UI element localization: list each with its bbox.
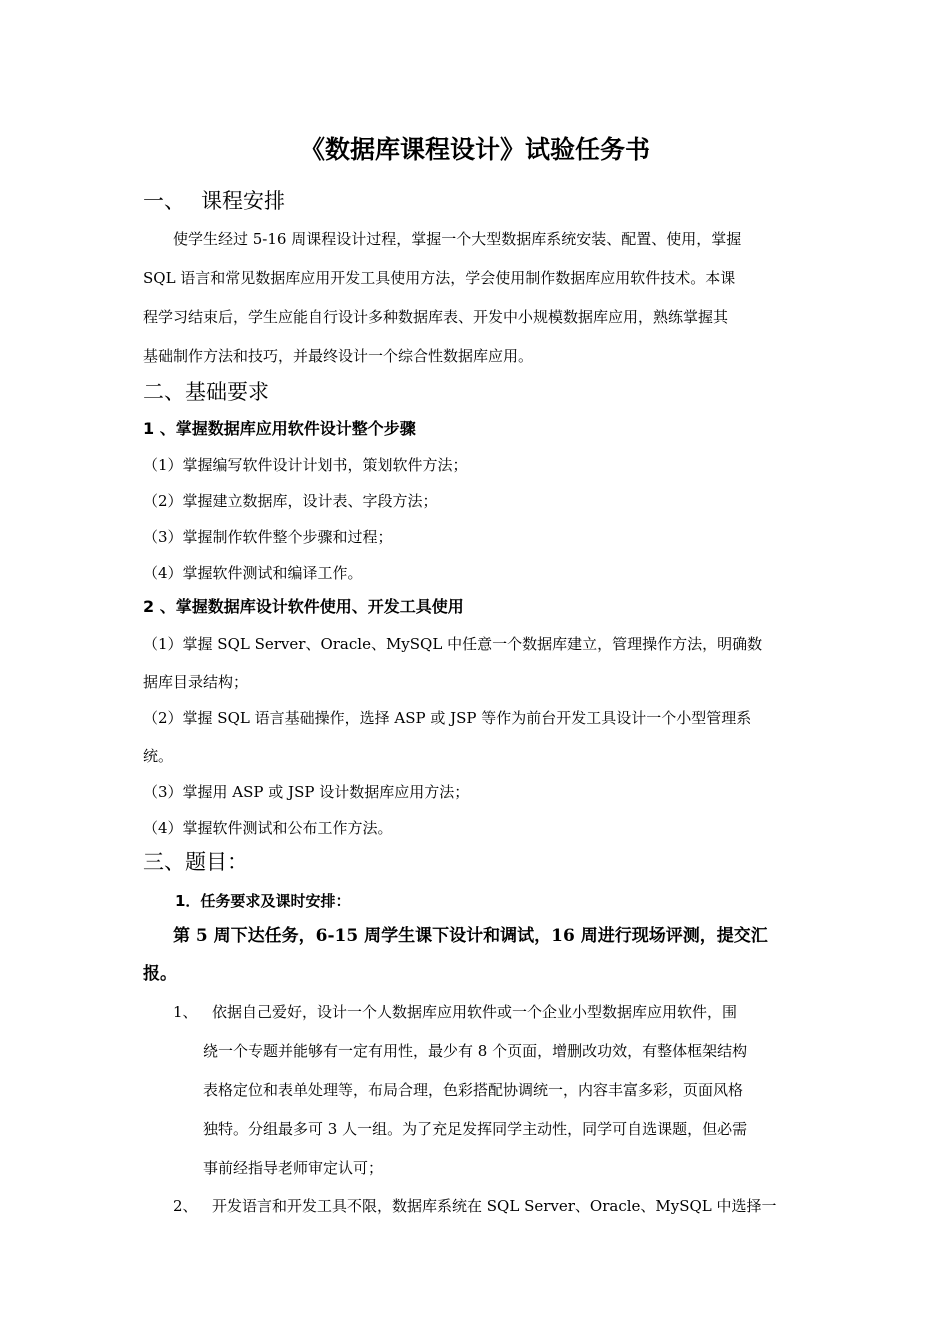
section1-heading [143,188,808,214]
list-item: （4）掌握软件测试和公布工作方法。 [143,819,393,837]
section1-line: 使学生经过 5-16 周课程设计过程，掌握一个大型数据库系统安装、配置、使用，掌握 [173,230,742,248]
item1-line: 独特。分组最多可 3 人一组。为了充足发挥同学主动性，同学可自选课题，但必需 [203,1120,748,1138]
section3-heading: 三、题目： [143,850,248,874]
section1-line: 基础制作方法和技巧，并最终设计一个综合性数据库应用。 [143,347,534,365]
document-title: 《数据库课程设计》试验任务书 [299,135,650,164]
section1-line: 程学习结束后，学生应能自行设计多种数据库表、开发中小规模数据库应用，熟练掌握其 [143,308,729,326]
list-item: （4）掌握软件测试和编译工作。 [143,564,363,582]
item2-number: 2、 [173,1197,198,1215]
list-item-continuation: 统。 [143,747,174,765]
task-heading: 1．任务要求及课时安排： [175,892,351,910]
subsection2-heading: 2 、掌握数据库设计软件使用、开发工具使用 [143,597,464,616]
subsection1-heading: 1 、掌握数据库应用软件设计整个步骤 [143,419,416,438]
item1-line: 绕一个专题并能够有一定有用性，最少有 8 个页面，增删改功效，有整体框架结构 [203,1042,748,1060]
section1-number: 一、 [143,189,185,213]
schedule-line: 报。 [143,964,177,984]
list-item: （3）掌握用 ASP 或 JSP 设计数据库应用方法； [143,783,470,801]
list-item: （2）掌握 SQL 语言基础操作，选择 ASP 或 JSP 等作为前台开发工具设计一个小型管理系 [143,709,752,727]
item1-line: 事前经指导老师审定认可； [203,1159,384,1177]
item1-number: 1、 [173,1003,198,1021]
list-item-continuation: 据库目录结构； [143,673,249,691]
schedule-line: 第 5 周下达任务，6-15 周学生课下设计和调试，16 周进行现场评测，提交汇 [173,926,768,946]
list-item: （1）掌握 SQL Server、Oracle、MySQL 中任意一个数据库建立，管理操作方法，明确数 [143,635,763,653]
section1-title: 课程安排 [201,189,285,213]
list-item: （2）掌握建立数据库，设计表、字段方法； [143,492,438,510]
item2-line: 开发语言和开发工具不限，数据库系统在 SQL Server、Oracle、MySQL 中选择一 [212,1197,777,1215]
list-item: （3）掌握制作软件整个步骤和过程； [143,528,393,546]
section2-heading: 二、基础要求 [143,380,269,404]
item1-line: 依据自己爱好，设计一个人数据库应用软件或一个企业小型数据库应用软件，围 [212,1003,738,1021]
section1-line: SQL 语言和常见数据库应用开发工具使用方法，学会使用制作数据库应用软件技术。本课 [143,269,736,287]
list-item: （1）掌握编写软件设计计划书，策划软件方法； [143,456,468,474]
item1-line: 表格定位和表单处理等，布局合理，色彩搭配协调统一，内容丰富多彩，页面风格 [203,1081,744,1099]
